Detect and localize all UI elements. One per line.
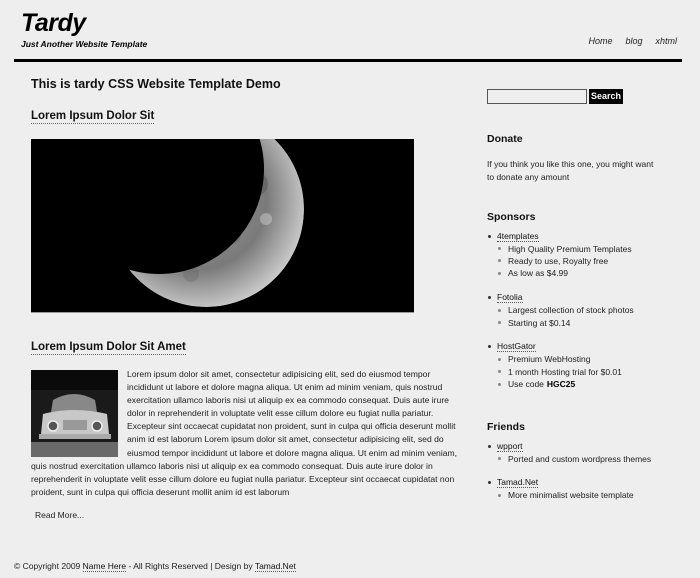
sponsor-detail: 1 month Hosting trial for $0.01: [508, 366, 622, 377]
friend-item: [487, 440, 651, 465]
bullet-icon: [488, 296, 491, 299]
footer-name-link[interactable]: Name Here: [82, 561, 127, 571]
bullet-icon: [498, 383, 501, 386]
bullet-icon: [498, 309, 501, 312]
bullet-icon: [488, 481, 491, 484]
friend-link-wpport[interactable]: wpport: [497, 440, 523, 451]
nav-link-xhtml[interactable]: xhtml: [655, 36, 677, 46]
moon-illustration: [31, 139, 414, 313]
sponsor-item: [487, 230, 634, 280]
bullet-icon: [488, 235, 491, 238]
post-body-text: Lorem ipsum dolor sit amet, consectetur adipisicing elit, sed do eiusmod tempor incididunt ut labore et dolore magna aliqua. Ut enim ad minim veniam, quis nostrud exercitation ullamco laboris nisi ut aliquip ex ea commodo consequat. Duis aute irure dolor in reprehenderit in voluptate velit esse cillum dolore eu fugiat nulla pariatur. Excepteur sint occaecat cupidatat non proident, sunt in culpa qui officia deserunt mollit anim id est laborum Lorem ipsum dolor sit amet, consectetur adipisicing elit, sed do eiusmod tempor incididunt ut labore et dolore magna aliqua. Ut enim ad minim veniam, quis nostrud exercitation ullamco laboris nisi ut aliquip ex ea commodo consequat. Duis aute irure dolor in reprehenderit in voluptate velit esse cillum dolore eu fugiat nulla pariatur. Excepteur sint occaecat cupidatat non proident, sunt in culpa qui officia deserunt mollit anim id est laborum: [31, 369, 458, 497]
footer-copyright: © Copyright 2009: [14, 561, 81, 571]
sponsor-detail: High Quality Premium Templates: [508, 243, 632, 254]
footer-rights: - All Rights Reserved | Design by: [128, 561, 253, 571]
footer: [14, 561, 296, 571]
page-title: This is tardy CSS Website Template Demo: [31, 77, 281, 91]
sponsor-item: [487, 341, 634, 391]
sponsor-link-4templates[interactable]: 4templates: [497, 230, 539, 241]
friend-item: [487, 477, 651, 502]
read-more-link[interactable]: Read More...: [35, 510, 85, 520]
friends-heading: Friends: [487, 421, 525, 433]
sponsor-detail: Premium WebHosting: [508, 354, 591, 365]
site-title[interactable]: Tardy: [21, 9, 86, 37]
site-tagline: Just Another Website Template: [21, 39, 148, 49]
crescent-moon-image: [31, 139, 414, 313]
bullet-icon: [488, 345, 491, 348]
bullet-icon: [498, 272, 501, 275]
sponsors-heading: Sponsors: [487, 211, 536, 223]
sponsor-detail: Largest collection of stock photos: [508, 305, 634, 316]
sponsor-link-fotolia[interactable]: Fotolia: [497, 292, 523, 303]
post-title-link[interactable]: Lorem Ipsum Dolor Sit Amet: [31, 341, 186, 353]
sponsor-detail: Use code: [508, 379, 544, 390]
donate-text: If you think you like this one, you might want to donate any amount: [487, 159, 654, 182]
sponsor-detail: Ready to use, Royalty free: [508, 255, 609, 266]
sponsor-item: [487, 292, 634, 329]
image-float-spacer: [31, 368, 127, 458]
bullet-icon: [498, 321, 501, 324]
sponsor-link-hostgator[interactable]: HostGator: [497, 341, 536, 352]
promo-code: HGC25: [546, 379, 576, 390]
bullet-icon: [488, 445, 491, 448]
nav-link-home[interactable]: Home: [588, 36, 613, 46]
bullet-icon: [498, 259, 501, 262]
post-title-link[interactable]: Lorem Ipsum Dolor Sit: [31, 110, 155, 122]
nav-link-blog[interactable]: blog: [625, 36, 643, 46]
footer-designer-link[interactable]: Tamad.Net: [254, 561, 296, 571]
bullet-icon: [498, 247, 501, 250]
friends-list: [487, 440, 651, 514]
post-body: [31, 368, 459, 499]
bullet-icon: [498, 457, 501, 460]
header-divider: [14, 59, 682, 62]
sponsors-list: [487, 230, 634, 402]
sponsor-detail: As low as $4.99: [508, 268, 569, 279]
bullet-icon: [498, 370, 501, 373]
friend-detail: More minimalist website template: [508, 490, 634, 501]
search-button[interactable]: Search: [589, 89, 623, 104]
sponsor-detail: Starting at $0.14: [508, 317, 571, 328]
friend-link-tamad[interactable]: Tamad.Net: [497, 477, 539, 488]
top-nav: [588, 36, 677, 46]
friend-detail: Ported and custom wordpress themes: [508, 453, 652, 464]
bullet-icon: [498, 494, 501, 497]
donate-heading: Donate: [487, 133, 523, 145]
search-input[interactable]: [487, 89, 587, 104]
bullet-icon: [498, 358, 501, 361]
